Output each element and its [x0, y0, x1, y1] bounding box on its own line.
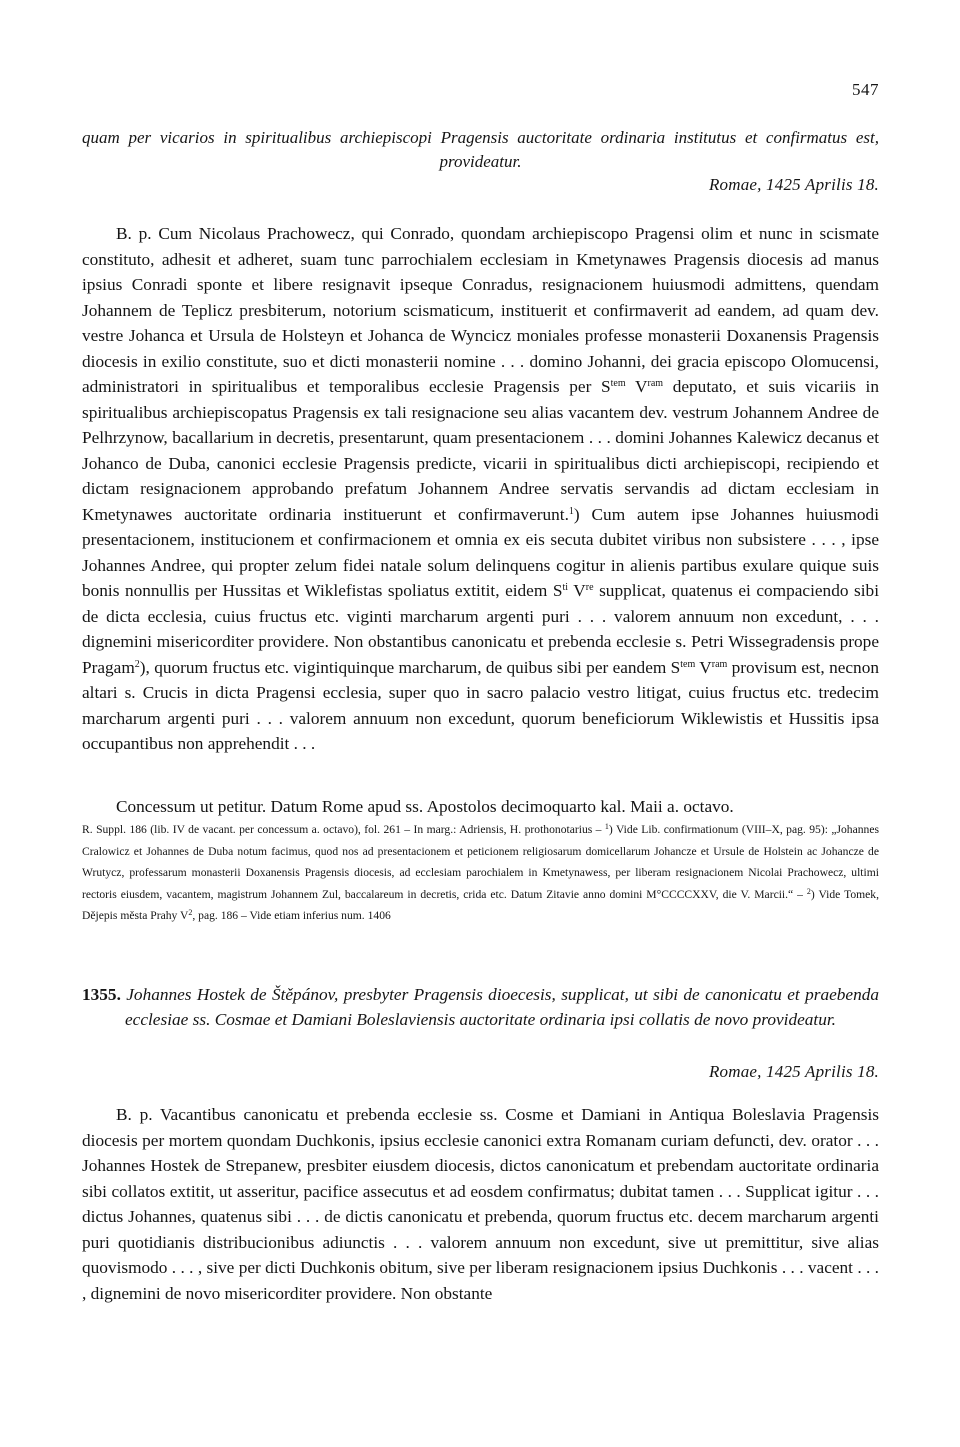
footnote-marker: 2: [806, 886, 811, 896]
previous-entry-body: [82, 221, 879, 757]
text-run: supplicat, quatenus ei compaciendo sibi de dicta ecclesia, cuius fructus etc. viginti marcharum argenti puri . . . valorem annuum non excedunt, . . . dignemini misericorditer providere. Non obstantibus canonicatu et prebenda ecclesie s. Petri Wissegradensis prope Pragam: [82, 581, 879, 677]
footnote-text: , pag. 186 – Vide etiam inferius num. 1406: [192, 909, 391, 923]
footnote-text: ) Vide Lib. confirmationum (VIII–X, pag. 95): „Johannes Cralowicz et Johannes de Duba notum facimus, quod nos ad presentacionem et peticionem religiosarum domicellarum Johancze et Ursule de Holstein ac Johancze de Wrutycz, professarum monasterii Doxanensis Pragensis diocesis, ad ecclesiam parochialem in Kmetynawess, per liberam resignacionem Nicolai Prachowecz, ultimi rectoris eiusdem, vacantem, magistrum Johannem Zul, baccalareum in decretis, crida etc. Datum Zitavie anno domini M°CCCCXXV, die V. Marcii.“ –: [82, 823, 879, 901]
footnote-apparatus: [82, 819, 879, 927]
entry-title: Johannes Hostek de Štěpánov, presbyter Pragensis dioecesis, supplicat, ut sibi de canonicatu et praebenda ecclesiae ss. Cosmae et Damiani Boleslaviensis auctoritate ordinaria ipsi collatis de novo provideatur.: [124, 985, 879, 1029]
previous-entry-dateline: Romae, 1425 Aprilis 18.: [708, 175, 879, 194]
text-run: ) Cum autem ipse Johannes huiusmodi presentacionem, institucionem et confirmacionem et omnia ex eis secuta dubitet viribus non subsistere . . . , ipse Johannes Andree, qui propter zelum fidei natale solum delinquens cogitur in alienis partibus exulare quique suis bonis nonnullis per Hussitas et Wiklefistas spoliatus extitit, eidem S: [82, 504, 880, 600]
text-run: provisum est, necnon altari s. Crucis in dicta Pragensi ecclesia, super quo in sacro palacio vestro litigat, cuius fructus etc. tredecim marcharum argenti puri . . . valorem annuum non excedunt, quorum beneficiorum Wiklewistis et Hussitis ipsa occupantibus non apprehendit . . .: [82, 657, 879, 753]
text-run: ), quorum fructus etc. vigintiquinque marcharum, de quibus sibi per eandem S: [139, 657, 681, 677]
entry-body: [82, 1102, 879, 1306]
footnote-marker: 1: [604, 822, 609, 831]
superscript: ram: [647, 378, 664, 389]
superscript: tem: [680, 658, 696, 670]
page-number: 547: [852, 80, 879, 99]
body-paragraph: [82, 221, 879, 757]
entry-heading: [82, 982, 879, 1032]
footnote-text: R. Suppl. 186 (lib. IV de vacant. per concessum a. octavo), fol. 261 – In marg.: Adriensis, H. prothonotarius –: [82, 823, 605, 836]
concessum-line: Concessum ut petitur. Datum Rome apud ss. Apostolos decimoquarto kal. Maii a. octavo.: [116, 797, 734, 816]
footnote-marker: 2: [134, 658, 140, 670]
superscript: ti: [562, 582, 569, 593]
superscript: 2: [188, 908, 193, 918]
text-run: V: [695, 657, 712, 677]
entry-dateline: Romae, 1425 Aprilis 18.: [708, 1062, 879, 1081]
text-run: deputato, et suis vicariis in spiritualibus archiepiscopatus Pragensis ex tali resignacione seu alias vacantem dev. vestrum Johannem Andree de Pelhrzynow, bacallarium in decretis, presentarunt, quam presentacionem . . . domini Johannes Kalewicz decanus et Johanco de Duba, canonici ecclesie Pragensis predicte, vicarii in spiritualibus dicti archiepiscopi, recipiendo et dictam resignacionem approbando prefatum Johannem Andree servatis servandis ad dictam ecclesiam in Kmetynawes auctoritate ordinaria instituerunt et confirmaverunt.: [82, 377, 879, 524]
footnote-marker: 1: [568, 505, 574, 517]
superscript: re: [585, 582, 594, 593]
superscript: ram: [711, 658, 728, 670]
previous-entry-summary-end: quam per vicarios in spiritualibus archiepiscopi Pragensis auctoritate ordinaria institutus et confirmatus est, provideatur.: [82, 128, 879, 171]
entry-number: 1355.: [82, 985, 121, 1004]
footnote-text: ) Vide Tomek, Dějepis města Prahy V: [82, 887, 879, 923]
superscript: tem: [610, 378, 626, 389]
text-run: B. p. Cum Nicolaus Prachowecz, qui Conrado, quondam archiepiscopo Pragensi olim et nunc in scismate constituto, adhesit et adheret, suam tunc parrochialem ecclesiam in Kmetynawes Pragensis diocesis ad manus ipsius Conradi sponte et libere resignavit ipseque Conradus, resignacionem huiusmodi admittens, quendam Johannem de Teplicz presbiterum, notorium scismaticum, instituerit et confirmaverit ad eandem, ad quam dev. vestre Johanca et Ursula de Holsteyn et Johanca de Wyncicz moniales professe monasterii Doxanensis Pragensis diocesis in exilio constitute, suo et dicti monasterii nomine . . . domino Johanni, dei gracia episcopo Olomucensi, administratori in spiritualibus et temporalibus ecclesie Pragensis per S: [82, 224, 879, 396]
body-paragraph: B. p. Vacantibus canonicatu et prebenda ecclesie ss. Cosme et Damiani in Antiqua Boleslavia Pragensis diocesis per mortem quondam Duchkonis, ipsius ecclesie canonici extra Romanam curiam defuncti, dev. orator . . . Johannes Hostek de Strepanew, presbiter eiusdem diocesis, dictos canonicatum et prebendam auctoritate ordinaria sibi collatos extitit, ut asseritur, pacifice assecutus et ad eosdem confirmatus; dubitat tamen . . . Supplicat igitur . . . dictus Johannes, quatenus sibi . . . de dictis canonicatu et prebenda, quorum fructus etc. decem marcharum argenti puri quotidianis distribucionibus adiunctis . . . valorem annuum non excedunt, sive ut premittitur, sive alias quovismodo . . . , sive per dicti Duchkonis obitum, sive per liberam resignacionem ipsius Duchkonis . . . vacent . . . , dignemini de novo misericorditer providere. Non obstante: [82, 1105, 879, 1303]
text-run: V: [625, 377, 648, 396]
text-run: V: [568, 581, 586, 600]
